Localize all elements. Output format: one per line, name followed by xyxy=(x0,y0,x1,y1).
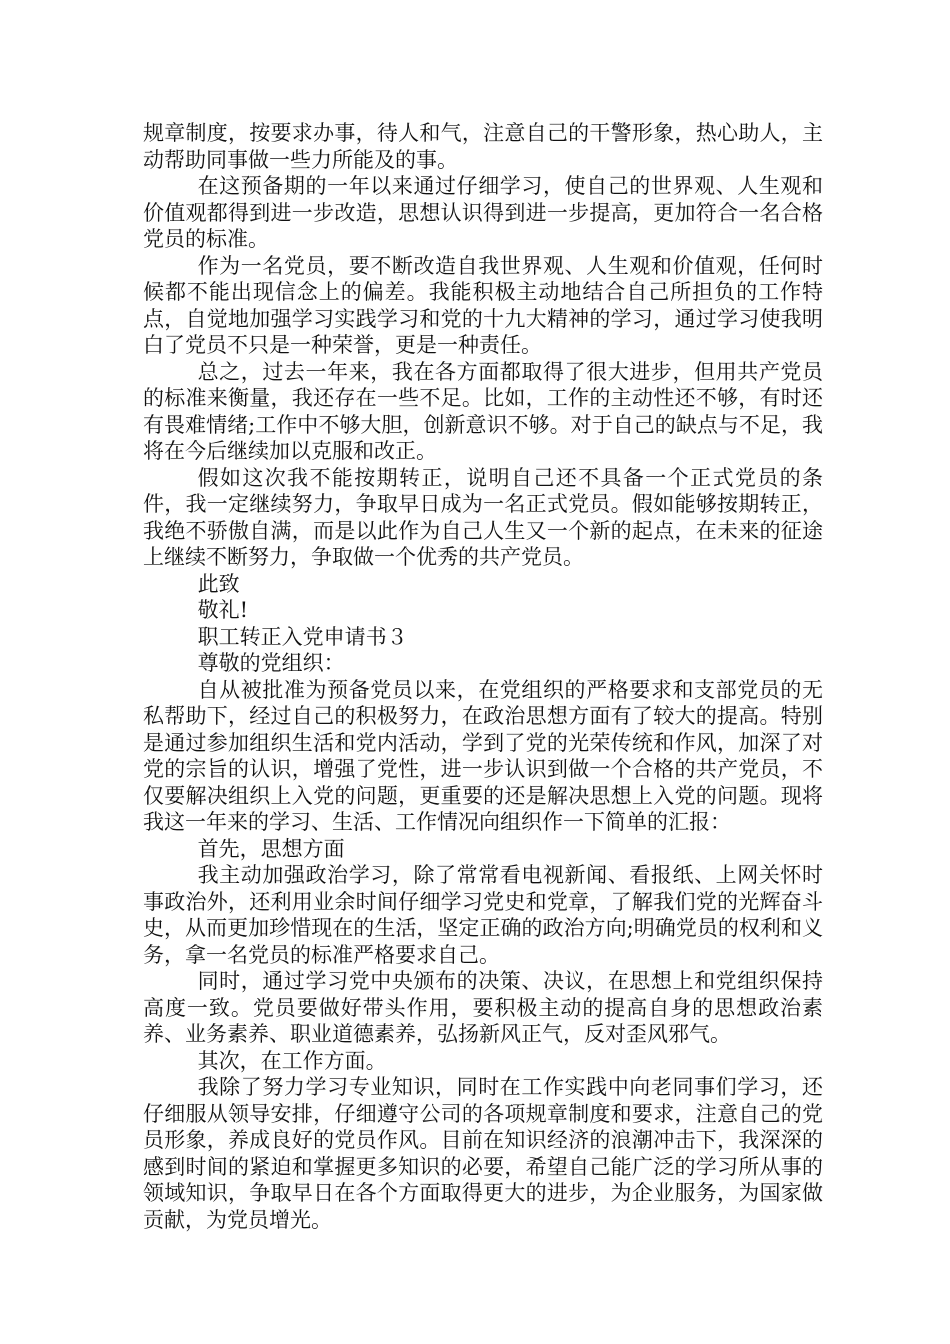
greeting: 尊敬的党组织： xyxy=(197,651,345,675)
paragraph-continued: 规章制度，按要求办事，待人和气，注意自己的干警形象，热心助人，主动帮助同事做一些力所能及的事。 xyxy=(143,121,823,172)
paragraph-study: 我主动加强政治学习，除了常常看电视新闻、看报纸、上网关怀时事政治外，还利用业余时间仔细学习党史和党章，了解我们党的光辉奋斗史，从而更加珍惜现在的生活，坚定正确的政治方向;明确党员的权利和义务，拿一名党员的标准严格要求自己。 xyxy=(143,863,823,967)
heading-thought: 首先，思想方面 xyxy=(197,836,345,861)
paragraph-alignment: 同时，通过学习党中央颁布的决策、决议，在思想上和党组织保持高度一致。党员要做好带头作用，要积极主动的提高自身的思想政治素养、业务素养、职业道德素养，弘扬新风正气，反对歪风邪气。 xyxy=(143,969,823,1046)
heading-work: 其次，在工作方面。 xyxy=(197,1048,387,1073)
paragraph-work: 我除了努力学习专业知识，同时在工作实践中向老同事们学习，还仔细服从领导安排，仔细遵守公司的各项规章制度和要求，注意自己的党员形象，养成良好的党员作风。目前在知识经济的浪潮冲击下，我深深的感到时间的紧迫和掌握更多知识的必要，希望自己能广泛的学习所从事的领域知识，争取早日在各个方面取得更大的进步，为企业服务，为国家做贡献，为党员增光。 xyxy=(143,1075,823,1232)
closing-salutation: 此致 xyxy=(197,571,240,596)
section-title: 职工转正入党申请书３ xyxy=(197,624,408,649)
closing-regards: 敬礼! xyxy=(197,598,249,622)
paragraph-summary: 总之，过去一年来，我在各方面都取得了很大进步，但用共产党员的标准来衡量，我还存在一些不足。比如，工作的主动性还不够，有时还有畏难情绪;工作中不够大胆，创新意识不够。对于自己的缺点与不足，我将在今后继续加以克服和改正。 xyxy=(143,359,823,463)
paragraph-intro: 自从被批准为预备党员以来，在党组织的严格要求和支部党员的无私帮助下，经过自己的积极努力，在政治思想方面有了较大的提高。特别是通过参加组织生活和党内活动，学到了党的光荣传统和作风，加深了对党的宗旨的认识，增强了党性，进一步认识到做一个合格的共产党员，不仅要解决组织上入党的问题，更重要的还是解决思想上入党的问题。现将我这一年来的学习、生活、工作情况向组织作一下简单的汇报： xyxy=(143,677,823,834)
paragraph-conditional: 假如这次我不能按期转正，说明自己还不具备一个正式党员的条件，我一定继续努力，争取早日成为一名正式党员。假如能够按期转正，我绝不骄傲自满，而是以此作为自己人生又一个新的起点，在未来的征途上继续不断努力，争取做一个优秀的共产党员。 xyxy=(143,465,823,569)
document-page xyxy=(143,120,823,1233)
paragraph-worldview: 在这预备期的一年以来通过仔细学习，使自己的世界观、人生观和价值观都得到进一步改造，思想认识得到进一步提高，更加符合一名合格党员的标准。 xyxy=(143,174,823,251)
paragraph-as-member: 作为一名党员，要不断改造自我世界观、人生观和价值观，任何时候都不能出现信念上的偏差。我能积极主动地结合自己所担负的工作特点，自觉地加强学习实践学习和党的十九大精神的学习，通过学习使我明白了党员不只是一种荣誉，更是一种责任。 xyxy=(143,253,823,357)
